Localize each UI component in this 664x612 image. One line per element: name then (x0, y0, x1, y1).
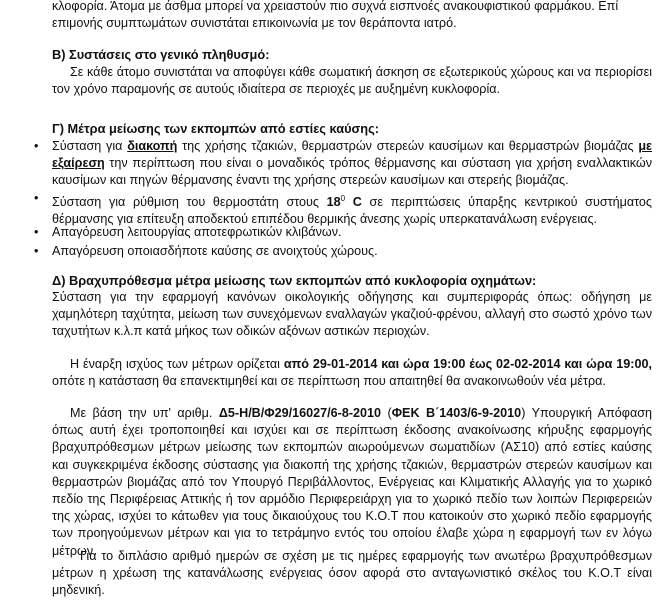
bullet-text: Απαγόρευση λειτουργίας αποτεφρωτικών κλιβάνων. (52, 225, 342, 239)
bullet-text: Σύσταση για ρύθμιση του θερμοστάτη στους $18^0$ C σε περιπτώσεις ύπαρξης κεντρικού συστήματος θέρμανσης για επίτευξη αποδεκτού επιπέδου θερμικής άνεσης χωρίς υπερκατανάλωση ενέργειας. (52, 194, 652, 227)
underlined-term: με εξαίρεση (52, 139, 652, 171)
closing-paragraph: Για το διπλάσιο αριθμό ημερών σε σχέση με τις ημέρες εφαρμογής των ανωτέρω βραχυπρόθεσμων μέτρων η χρέωση της κατανάλωσης ενέργειας όσον αφορά στο ανταγωνιστικό σκέλος του Κ.Ο.Τ είναι μηδενική. (52, 549, 652, 598)
intro-line-2: επιμονής συμπτωμάτων συνιστάται επικοινωνία με τον θεράποντα ιατρό. (52, 16, 457, 30)
bullet-text: Σύσταση για διακοπή της χρήσης τζακιών, θερμαστρών στερεών καυσίμων και θερμαστρών βιομάζας με εξαίρεση την περίπτωση που είναι ο μοναδικός τρόπος θέρμανσης και σύσταση για χρήση εναλλακτικών καυσίμων και πηγών θέρμανσης έναντι της χρήσης στερεών καυσίμων και στερεής βιομάζας. (52, 139, 652, 188)
period-dates: από 29-01-2014 και ώρα 19:00 έως 02-02-2014 και ώρα 19:00, (283, 357, 652, 371)
degree-mark: 0 (340, 194, 346, 203)
section-c-heading: Γ) Μέτρα μείωσης των εκπομπών από εστίες καύσης: (52, 121, 380, 136)
intro-line-1: κλοφορία. Άτομα με άσθμα μπορεί να χρειαστούν πιο συχνά εισπνοές ανακουφιστικού φαρμάκου. Επί (52, 0, 619, 13)
section-c-bullet-3 (34, 224, 652, 241)
underlined-term: διακοπή (127, 139, 178, 153)
temperature-value: 18 (326, 195, 341, 210)
section-c-bullet-2 (34, 190, 652, 229)
bullet-marker: • (34, 225, 39, 239)
section-b-body: Σε κάθε άτομο συνιστάται να αποφύγει κάθε σωματική άσκηση σε εξωτερικούς χώρους και να περιορίσει τον χρόνο παραμονής σε αυτούς ιδιαίτερα σε περιοχές με αυξημένη κυκλοφορία. (52, 65, 652, 97)
legal-paragraph: Με βάση την υπ' αριθμ. Δ5-Η/Β/Φ29/16027/6-8-2010 (ΦΕΚ Β΄1403/6-9-2010) Υπουργική Απόφαση όπως αυτή έχει τροποποιηθεί και ισχύει και σε περίπτωση έκδοσης ανακοίνωσης κήρυξης εφαρμογής βραχυπρόθεσμων μέτρων μείωσης των εκπομπών αιωρούμενων σωματιδίων (ΑΣ10) από εστίες καύσης και συγκεκριμένα έκδοσης σύστασης για διακοπή της χρήσης τζακιών, θερμαστρών στερεών καυσίμων και θερμαστρών βιομάζας από τον Υπουργό Περιβάλλοντος, Ενέργειας και Κλιματικής Αλλαγής για το χωρικό πεδίο της Περιφέρειας Αττικής ή τον αρμόδιο Περιφερειάρχη για το χωρικό πεδίο των λοιπών Περιφερειών της χώρας, ισχύει το κάτωθεν για τους δικαιούχους του Κ.Ο.Τ που κατοικούν στο χωρικό πεδίο εφαρμογής των προηγούμενων μέτρων και για το τετράμηνο εντός του οποίου έλαβε χώρα η εφαρμογή των εν λόγω μέτρων. (52, 406, 653, 558)
section-d-body: Σύσταση για την εφαρμογή κανόνων οικολογικής οδήγησης και συμπεριφοράς όπως: οδήγηση με χαμηλότερη ταχύτητα, μείωση των συνεχόμενων εναλλαγών γκαζιού-φρένου, αλλαγή στο σωστό χρόνο των ταχυτήτων κ.λ.π κατά μήκος των οδικών αξόνων αστικών περιοχών. (52, 290, 652, 339)
section-c-bullet-4 (34, 243, 652, 260)
section-c-bullet-1 (34, 138, 652, 190)
section-d-heading: Δ) Βραχυπρόθεσμα μέτρα μείωσης των εκπομπών από κυκλοφορία οχημάτων: (52, 273, 537, 288)
gazette-reference: ΦΕΚ Β΄1403/6-9-2010 (391, 406, 522, 420)
period-paragraph: Η έναρξη ισχύος των μέτρων ορίζεται από 29-01-2014 και ώρα 19:00 έως 02-02-2014 και ώρα 19:00, οπότε η κατάσταση θα επανεκτιμηθεί και σε περίπτωση που απαιτηθεί θα ανακοινωθούν νέα μέτρα. (52, 357, 652, 389)
decision-number: Δ5-Η/Β/Φ29/16027/6-8-2010 (218, 406, 382, 420)
bullet-marker: • (34, 244, 39, 258)
bullet-marker: • (34, 191, 39, 205)
bullet-marker: • (34, 139, 39, 153)
section-b-heading: Β) Συστάσεις στο γενικό πληθυσμό: (52, 47, 270, 62)
bullet-text: Απαγόρευση οποιασδήποτε καύσης σε ανοιχτούς χώρους. (52, 244, 378, 258)
